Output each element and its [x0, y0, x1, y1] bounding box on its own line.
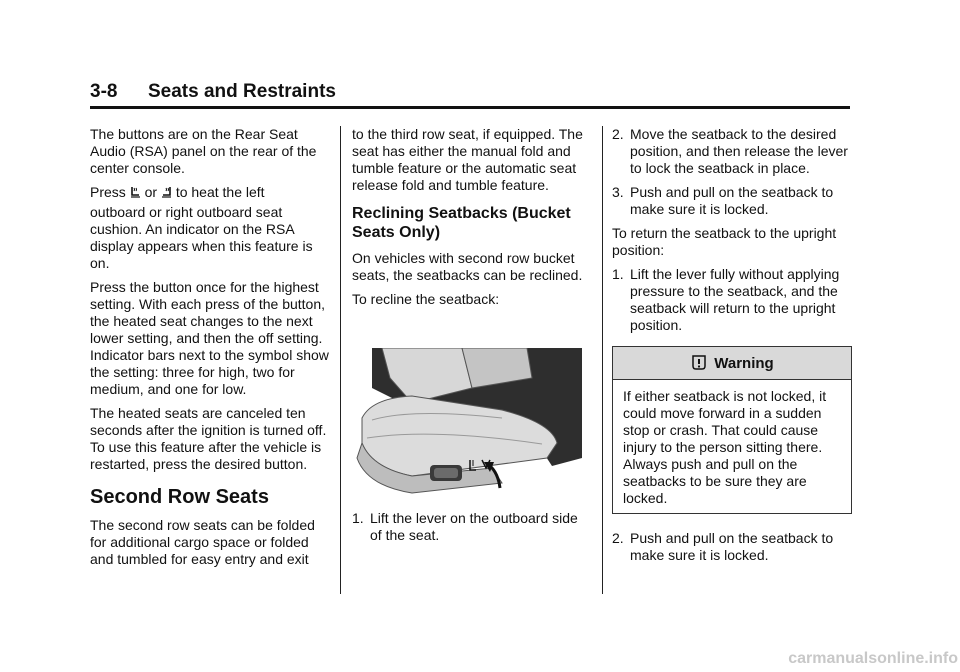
- paragraph: The heated seats are canceled ten seconds after the ignition is turned off. To use this feature after the vehicle is restarted, press the desired button.: [90, 405, 327, 472]
- paragraph: On vehicles with second row bucket seats, the seatbacks can be reclined.: [352, 250, 583, 283]
- step-text: Lift the lever on the outboard side of the seat.: [370, 510, 578, 543]
- step-text: Move the seatback to the desired position, and then release the lever to lock the seatback in place.: [630, 126, 848, 176]
- paragraph: The buttons are on the Rear Seat Audio (RSA) panel on the rear of the center console.: [90, 126, 317, 176]
- paragraph: Press the button once for the highest setting. With each press of the button, the heated seat changes to the next lower setting, and then the off setting. Indicator bars next to the symbol show the setting: three for high, two for medium, and one for low.: [90, 279, 329, 397]
- text-or: or: [144, 184, 158, 200]
- page-header: [90, 80, 850, 109]
- step-text: Lift the lever fully without applying pressure to the seatback, and the seatback will return to the upright position.: [630, 266, 840, 333]
- heated-seat-left-icon: [130, 186, 141, 199]
- watermark: carmanualsonline.info: [788, 650, 958, 667]
- text-heat-continued: outboard or right outboard seat cushion. An indicator on the RSA display appears when this feature is on.: [90, 204, 313, 271]
- step-number: 1.: [352, 510, 364, 526]
- heading-second-row-seats: Second Row Seats: [90, 486, 269, 508]
- column-divider: [602, 126, 603, 594]
- paragraph-heated-seat-press: [90, 184, 330, 272]
- column-divider: [340, 126, 341, 594]
- step-number: 3.: [612, 184, 624, 200]
- paragraph: To return the seatback to the upright position:: [612, 225, 837, 258]
- text-heat-left: to heat the left: [175, 184, 265, 200]
- paragraph: To recline the seatback:: [352, 291, 500, 307]
- column-right: [612, 126, 852, 571]
- step-push-pull-final: [612, 530, 852, 564]
- step-move-seatback: [612, 126, 852, 177]
- step-lift-lever-fully: [612, 266, 852, 334]
- heading-reclining-seatbacks: Reclining Seatbacks (Bucket Seats Only): [352, 205, 571, 241]
- warning-body: If either seatback is not locked, it could move forward in a sudden stop or crash. That could cause injury to the person sitting there. Always push and pull on the seatbacks to be sure they are locked.: [623, 388, 827, 506]
- column-left: [90, 126, 330, 575]
- warning-icon: [690, 354, 708, 372]
- chapter-title: Seats and Restraints: [148, 81, 336, 102]
- section-number: 3-8: [90, 81, 118, 102]
- column-middle: [352, 126, 592, 551]
- step-push-pull: [612, 184, 852, 218]
- step-number: 2.: [612, 126, 624, 142]
- step-text: Push and pull on the seatback to make sure it is locked.: [630, 184, 834, 217]
- step-text: Push and pull on the seatback to make sure it is locked.: [630, 530, 834, 563]
- warning-box: [612, 346, 852, 514]
- step-number: 2.: [612, 530, 624, 546]
- step-lift-lever: [352, 510, 592, 544]
- text-press: Press: [90, 184, 126, 200]
- paragraph: The second row seats can be folded for additional cargo space or folded and tumbled for easy entry and exit: [90, 517, 315, 567]
- warning-header: [613, 347, 851, 380]
- heated-seat-right-icon: [161, 186, 172, 199]
- warning-title: Warning: [714, 354, 774, 372]
- paragraph: to the third row seat, if equipped. The seat has either the manual fold and tumble feature or the automatic seat release fold and tumble feature.: [352, 126, 583, 193]
- step-number: 1.: [612, 266, 624, 282]
- seat-lever-illustration: [352, 348, 582, 498]
- seat-illustration-svg: [352, 348, 582, 498]
